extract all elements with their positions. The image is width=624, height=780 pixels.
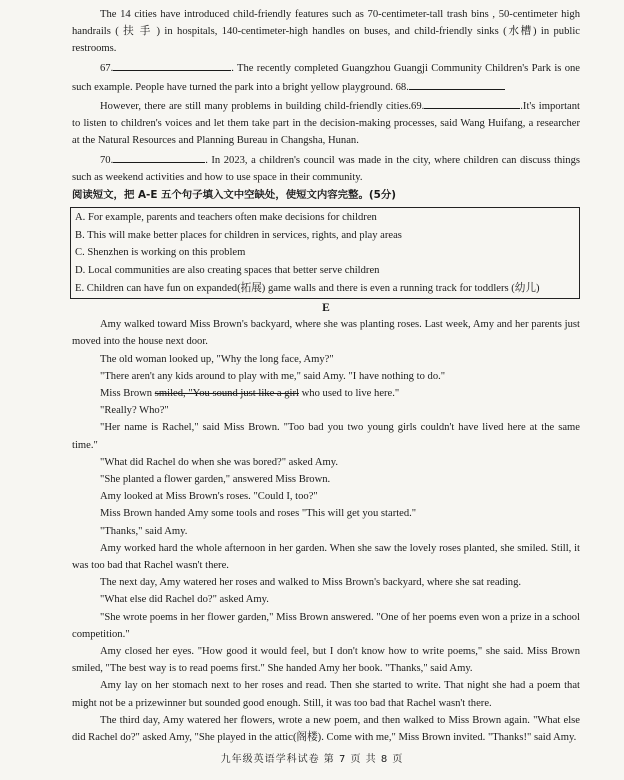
question-69-lead: However, there are still many problems in building child-friendly cities.69. bbox=[100, 101, 425, 113]
story-para-1: Amy walked toward Miss Brown's backyard, where she was planting roses. Last week, Amy and her parents just moved into the house next door. bbox=[72, 319, 580, 348]
story-para-11: "Thanks," said Amy. bbox=[100, 525, 188, 537]
question-70-text: . In 2023, a children's council was made in the city, where children can discuss things such as weekend activities and how to use space in their community. bbox=[72, 154, 580, 183]
story-para-5: "Really? Who?" bbox=[100, 405, 169, 417]
question-67-text: . The recently completed Guangzhou Guangji Community Children's Park is one such example. People have turned the park into a bright yellow playground. 68. bbox=[72, 62, 580, 93]
story-para-4 bbox=[72, 385, 580, 402]
question-70-blank[interactable] bbox=[113, 150, 205, 163]
story-para-13: The next day, Amy watered her roses and walked to Miss Brown's backyard, where she sat reading. bbox=[100, 577, 522, 589]
story-para-4-lead: Miss Brown bbox=[100, 388, 153, 400]
question-67-blank[interactable] bbox=[113, 58, 231, 71]
story-para-17: Amy lay on her stomach next to her roses and read. Then she started to write. That night she had a poem that might not be a prizewinner but sounded good enough. Still, it was too bad that Rachel wasn't there. bbox=[72, 680, 580, 709]
story-para-7: "What did Rachel do when she was bored?" asked Amy. bbox=[100, 456, 339, 468]
option-c: C. Shenzhen is working on this problem bbox=[75, 247, 246, 259]
story-para-10: Miss Brown handed Amy some tools and roses "This will get you started." bbox=[100, 508, 417, 520]
story-para-18: The third day, Amy watered her flowers, wrote a new poem, and then walked to Miss Brown again. "What else did Rachel do?" asked Amy, "She played in the attic(阁楼). Come with me," Miss Brown invited. "Thanks!" said Amy. bbox=[72, 714, 580, 744]
passage-d-para-3 bbox=[72, 96, 580, 150]
story-para-12: Amy worked hard the whole afternoon in her garden. When she saw the lovely roses planted, she smiled. Still, it was too bad that Rachel wasn't there. bbox=[72, 542, 580, 572]
page-footer: 九年级英语学科试卷 第 7 页 共 8 页 bbox=[220, 754, 404, 765]
story-para-8: "She planted a flower garden," answered Miss Brown. bbox=[100, 474, 331, 486]
question-69-blank[interactable] bbox=[424, 96, 520, 109]
options-box bbox=[70, 207, 580, 299]
story-para-3: "There aren't any kids around to play with me," said Amy. "I have nothing to do." bbox=[100, 370, 446, 382]
exam-page bbox=[72, 6, 580, 746]
option-d: D. Local communities are also creating spaces that better serve children bbox=[75, 265, 380, 277]
question-68-blank[interactable] bbox=[409, 77, 505, 90]
story-para-6: "Her name is Rachel," said Miss Brown. "Too bad you two young girls couldn't have lived here at the same time." bbox=[72, 422, 580, 451]
story-para-2: The old woman looked up, "Why the long face, Amy?" bbox=[100, 353, 334, 365]
passage-d-para-4 bbox=[72, 150, 580, 186]
story-para-14: "What else did Rachel do?" asked Amy. bbox=[100, 594, 269, 606]
story-para-15: "She wrote poems in her flower garden," Miss Brown answered. "One of her poems even won a prize in a school competition." bbox=[72, 611, 580, 640]
passage-d-para-2 bbox=[72, 58, 580, 96]
option-e: E. Children can have fun on expanded(拓展) game walls and there is even a running track for toddlers (幼儿) bbox=[75, 282, 540, 294]
section-e-heading: E bbox=[322, 302, 330, 315]
question-69-text: .It's important to listen to children's voices and let them take part in the decision-making processes, said Wang Huifang, a researcher at the Natural Resources and Planning Bureau in Changsha, Hunan. bbox=[72, 101, 580, 147]
section-instruction: 阅读短文，把 A-E 五个句子填入文中空缺处，使短文内容完整。(5分) bbox=[72, 189, 396, 202]
option-a: A. For example, parents and teachers often make decisions for children bbox=[75, 212, 377, 224]
passage-d-para-1: The 14 cities have introduced child-friendly features such as 70-centimeter-tall trash bins , 50-centimeter high handrails ( 扶 手 ) in hospitals, 140-centimeter-high handles on buses, and child-friendly sinks (水槽) in public restrooms. bbox=[72, 9, 580, 55]
story-para-16: Amy closed her eyes. "How good it would feel, but I don't know how to write poems," she said. Miss Brown smiled, "The best way is to read poems first." She handed Amy her book. "Thanks," said Amy. bbox=[72, 646, 580, 675]
question-70-number: 70. bbox=[100, 154, 114, 166]
story-para-4-tail: who used to live here." bbox=[301, 388, 400, 400]
question-67-number: 67. bbox=[100, 62, 114, 74]
struck-text: smiled, "You sound just like a girl bbox=[154, 388, 299, 400]
option-b: B. This will make better places for children in services, rights, and play areas bbox=[75, 229, 402, 241]
story-para-9: Amy looked at Miss Brown's roses. "Could I, too?" bbox=[100, 491, 318, 503]
